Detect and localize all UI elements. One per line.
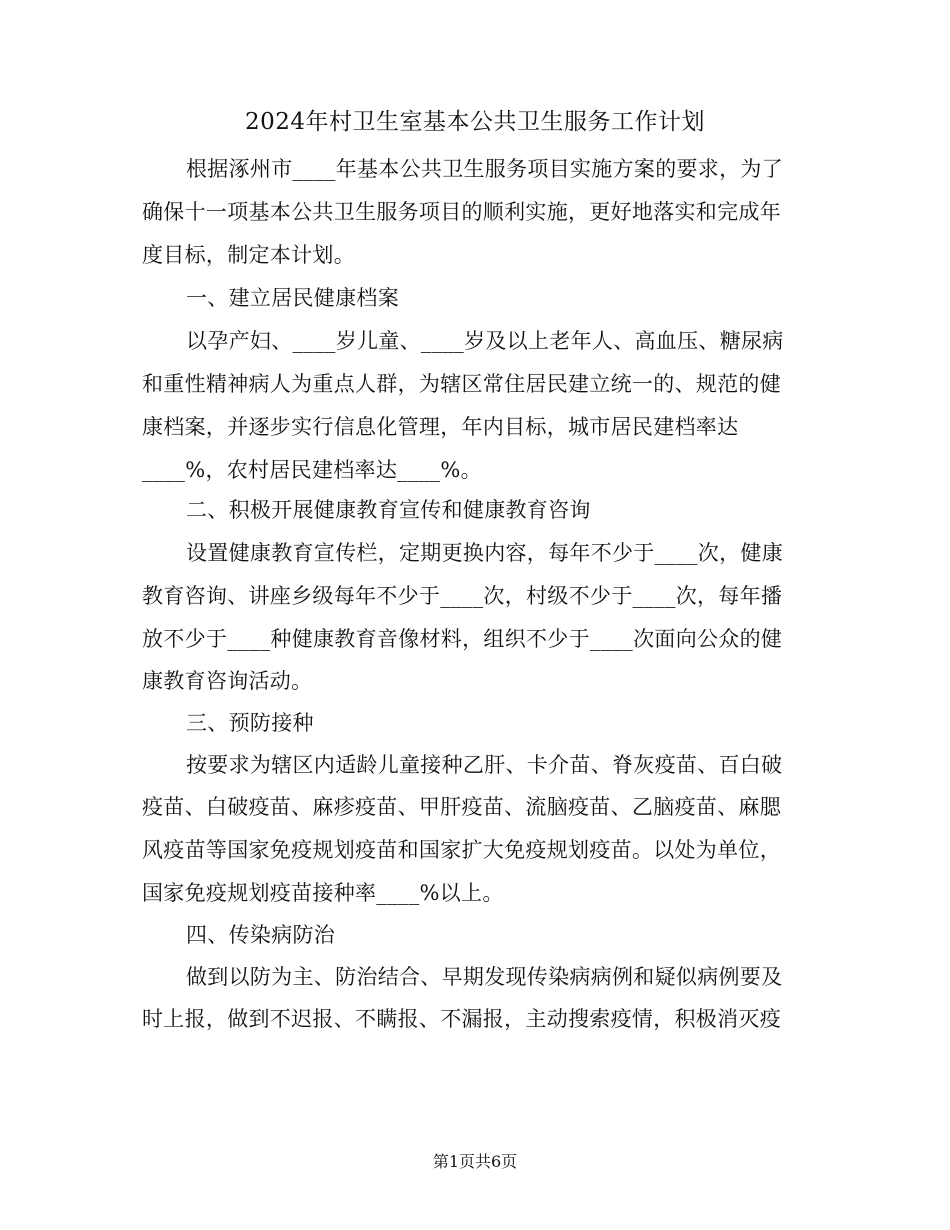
paragraph-line: 康档案，并逐步实行信息化管理，年内目标，城市居民建档率达 bbox=[142, 415, 739, 439]
section-heading: 二、积极开展健康教育宣传和健康教育咨询 bbox=[186, 498, 591, 522]
paragraph-line: 确保十一项基本公共卫生服务项目的顺利实施，更好地落实和完成年 bbox=[142, 200, 781, 224]
section-heading: 四、传染病防治 bbox=[186, 923, 336, 947]
page-number-footer: 第1页共6页 bbox=[432, 1152, 518, 1171]
paragraph-line: 设置健康教育宣传栏，定期更换内容，每年不少于____次，健康 bbox=[186, 541, 783, 565]
paragraph-line: 做到以防为主、防治结合、早期发现传染病病例和疑似病例要及 bbox=[186, 965, 783, 989]
paragraph-line: 放不少于____种健康教育音像材料，组织不少于____次面向公众的健 bbox=[142, 627, 783, 651]
section-heading: 一、建立居民健康档案 bbox=[186, 286, 399, 310]
paragraph-line: 康教育咨询活动。 bbox=[142, 669, 313, 693]
paragraph-line: 以孕产妇、____岁儿童、____岁及以上老年人、高血压、糖尿病 bbox=[186, 329, 784, 353]
paragraph-line: 疫苗、白破疫苗、麻疹疫苗、甲肝疫苗、流脑疫苗、乙脑疫苗、麻腮 bbox=[142, 795, 781, 819]
paragraph-line: 时上报，做到不迟报、不瞒报、不漏报，主动搜索疫情，积极消灭疫 bbox=[142, 1007, 781, 1031]
paragraph-line: ____%，农村居民建档率达____%。 bbox=[142, 458, 482, 482]
paragraph-line: 教育咨询、讲座乡级每年不少于____次，村级不少于____次，每年播 bbox=[142, 584, 783, 608]
paragraph-line: 国家免疫规划疫苗接种率____%以上。 bbox=[142, 881, 504, 905]
paragraph-line: 按要求为辖区内适龄儿童接种乙肝、卡介苗、脊灰疫苗、百白破 bbox=[186, 753, 783, 777]
section-heading: 三、预防接种 bbox=[186, 711, 314, 735]
paragraph-line: 度目标，制定本计划。 bbox=[142, 243, 355, 267]
document-title: 2024年村卫生室基本公共卫生服务工作计划 bbox=[244, 109, 706, 135]
paragraph-line: 和重性精神病人为重点人群，为辖区常住居民建立统一的、规范的健 bbox=[142, 372, 781, 396]
paragraph-line: 根据涿州市____年基本公共卫生服务项目实施方案的要求，为了 bbox=[186, 157, 783, 181]
paragraph-line: 风疫苗等国家免疫规划疫苗和国家扩大免疫规划疫苗。以处为单位， bbox=[142, 838, 781, 862]
